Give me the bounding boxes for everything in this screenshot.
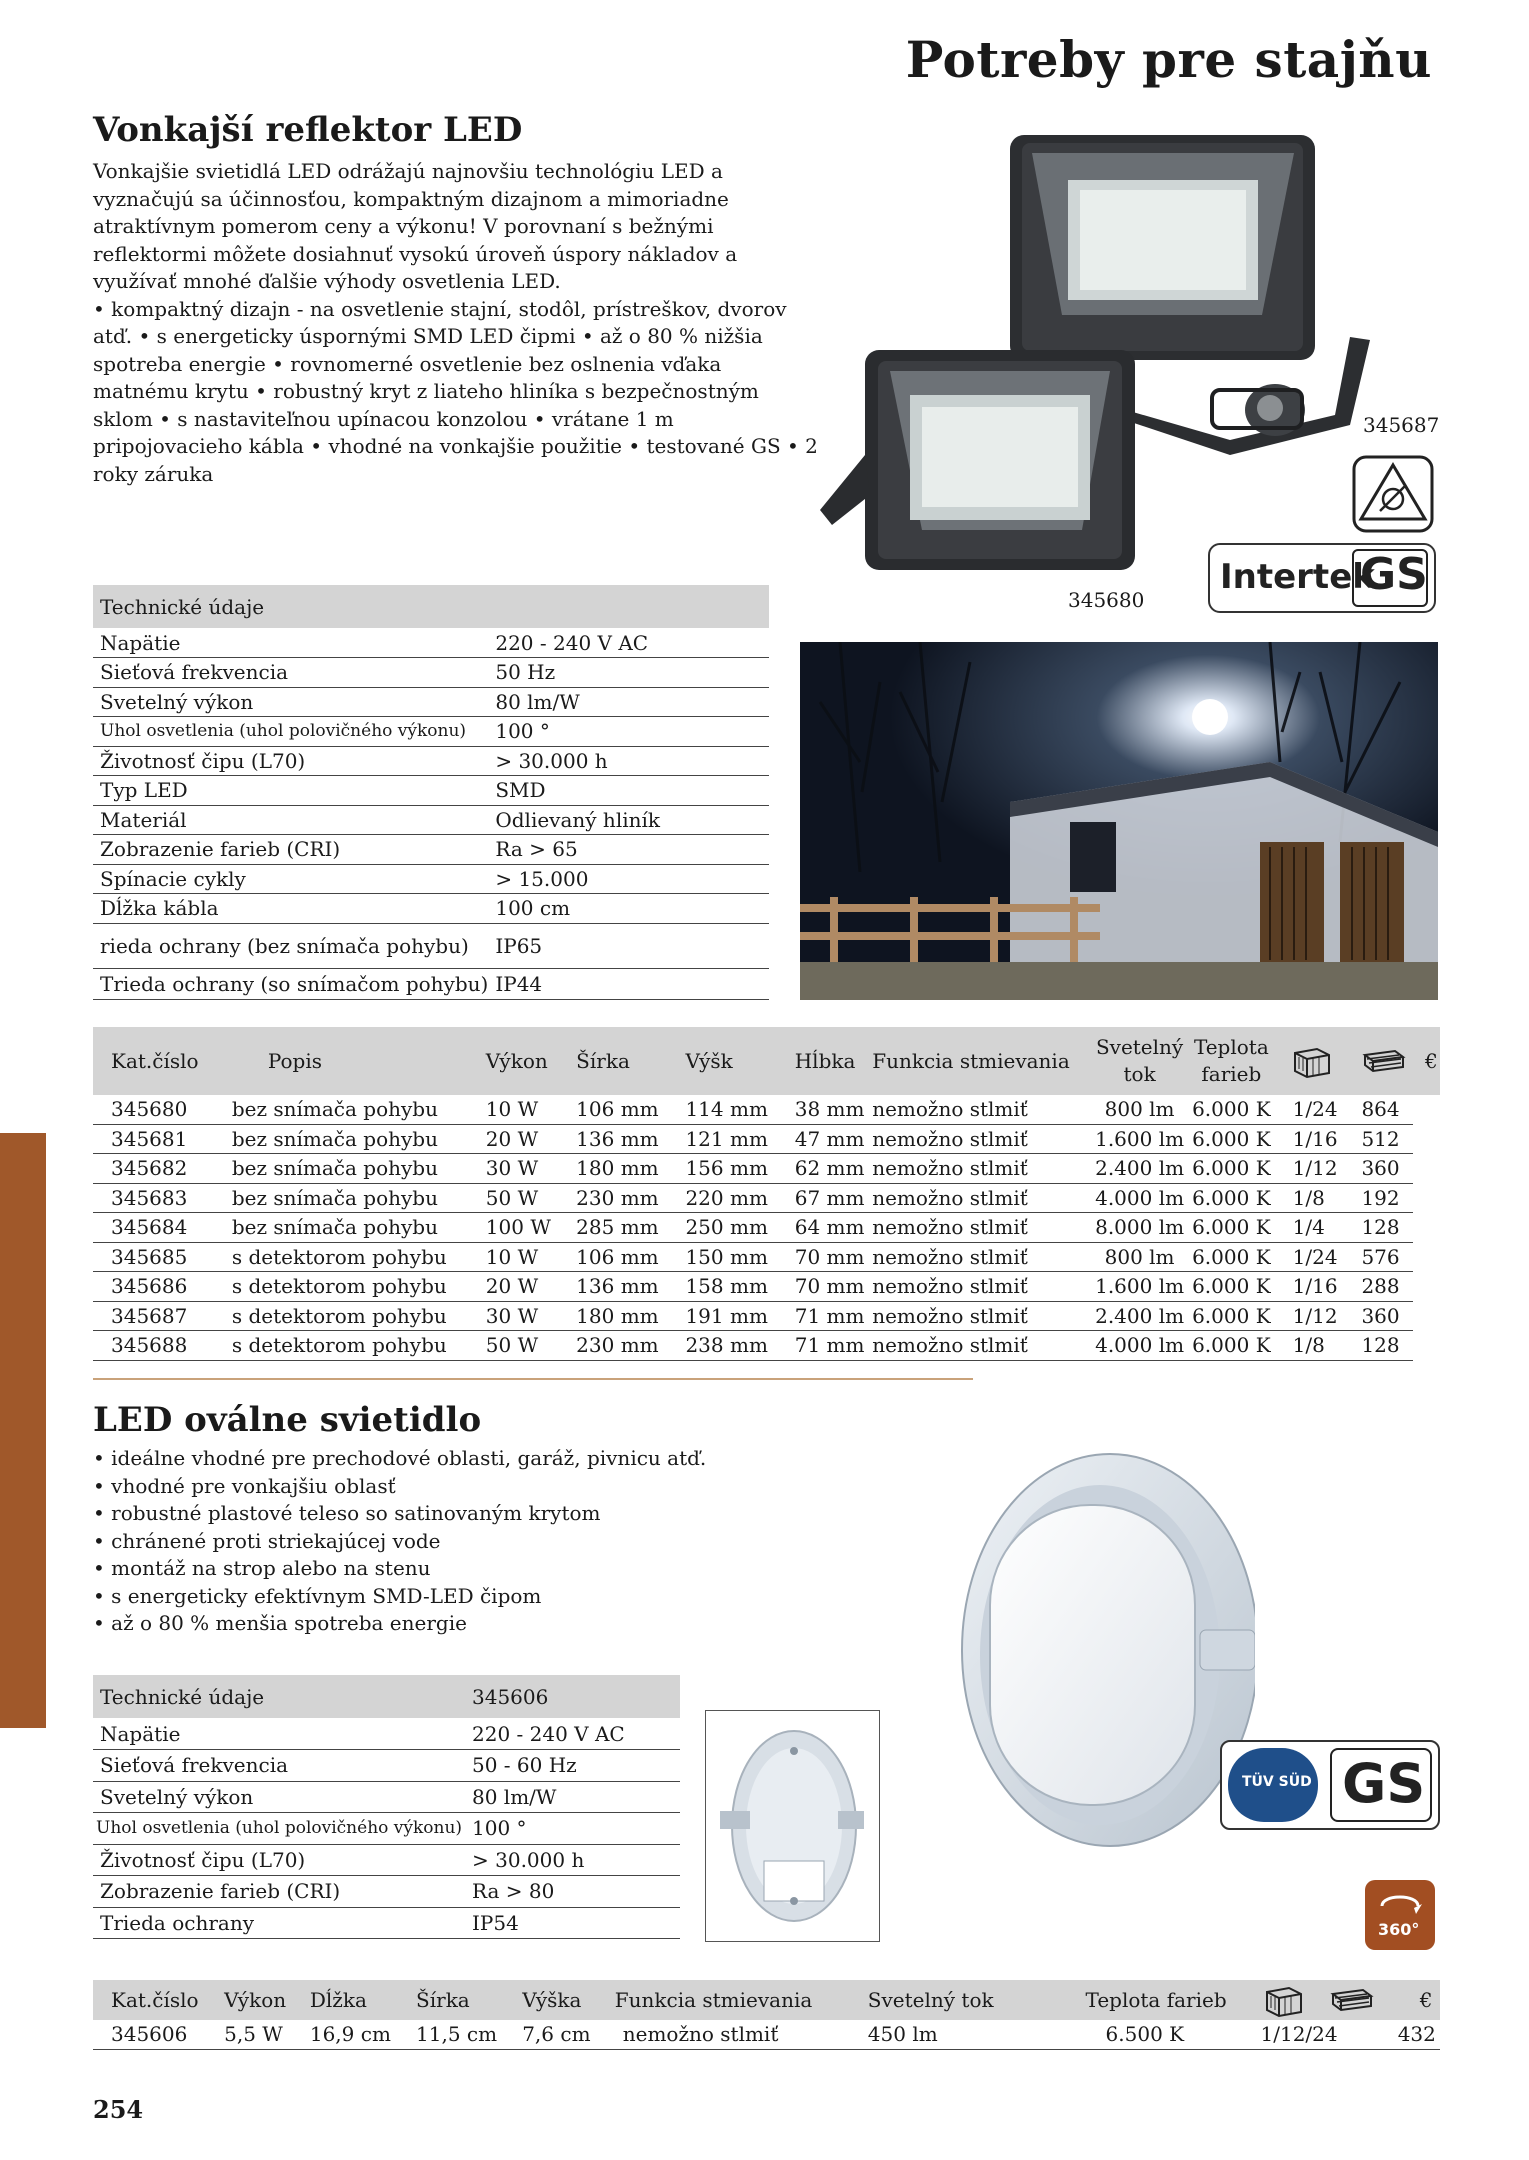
spec-label: Zobrazenie farieb (CRI) xyxy=(93,1876,465,1908)
cell-pack: 1/16 xyxy=(1271,1124,1344,1154)
table-row xyxy=(93,1154,1440,1184)
col-pallet-icon xyxy=(1343,1027,1413,1095)
cell-pack: 1/24 xyxy=(1271,1095,1344,1124)
cell-color-temp: 6.000 K xyxy=(1184,1242,1271,1272)
page-header: Potreby pre stajňu xyxy=(905,30,1432,89)
cell-luminous-flux: 4.000 lm xyxy=(1087,1183,1184,1213)
cell-price: 288 xyxy=(1343,1272,1413,1302)
cell-description: s detektorom pohybu xyxy=(208,1272,468,1302)
cell-luminous-flux: 4.000 lm xyxy=(1087,1331,1184,1361)
cell-description: bez snímača pohybu xyxy=(208,1213,468,1243)
spec-label: Uhol osvetlenia (uhol polovičného výkonu) xyxy=(93,1813,465,1845)
cell-pack: 1/16 xyxy=(1271,1272,1344,1302)
spec-label: Dĺžka kábla xyxy=(93,894,488,924)
cell-description: bez snímača pohybu xyxy=(208,1095,468,1124)
cell-price: 128 xyxy=(1343,1213,1413,1243)
spec-table-header-code: 345606 xyxy=(465,1675,680,1718)
cell-pack: 1/12 xyxy=(1271,1154,1344,1184)
spec-value: SMD xyxy=(488,776,769,806)
spec-value: IP65 xyxy=(488,923,769,968)
cell-cat-no: 345682 xyxy=(93,1154,208,1184)
cell-depth: 64 mm xyxy=(777,1213,872,1243)
spec-value: IP54 xyxy=(465,1907,680,1939)
table-row xyxy=(93,1124,1440,1154)
floodlight-small xyxy=(820,350,1135,570)
spec-table-header: Technické údaje xyxy=(93,1675,465,1718)
cell-depth: 71 mm xyxy=(777,1301,872,1331)
rotate-arrow-icon xyxy=(1378,1890,1422,1916)
reflector-features: • kompaktný dizajn - na osvetlenie stajní, stodôl, prístreškov, dvorov atď. • s energeticky úspornými SMD LED čipmi • až o 80 % nižšia spotreba energie • rovnomerné osvetlenie bez oslnenia vďaka matnému krytu • robustný kryt z liateho hliníka s bezpečnostným sklom • s nastaviteľnou upínacou konzolou • vrátane 1 m pripojovacieho kábla • vhodné na vonkajšie použitie • testované GS • 2 roky záruka xyxy=(93,296,818,486)
col-luminous-flux: Svetelný tok xyxy=(1087,1027,1184,1095)
spec-label: Trieda ochrany xyxy=(93,1907,465,1939)
cell-depth: 71 mm xyxy=(777,1331,872,1361)
spec-value: IP44 xyxy=(488,968,769,999)
table-row xyxy=(93,1183,1440,1213)
cell-cat-no: 345687 xyxy=(93,1301,208,1331)
oval-light-product-table xyxy=(93,1980,1440,2050)
feature-item: • robustné plastové teleso so satinovaným krytom xyxy=(93,1500,733,1528)
table-row xyxy=(93,1242,1440,1272)
spec-value: Ra > 65 xyxy=(488,835,769,865)
cell-height: 158 mm xyxy=(667,1272,776,1302)
tuv-gs-logo xyxy=(1220,1740,1440,1830)
cell-height: 121 mm xyxy=(667,1124,776,1154)
cell-cat-no: 345680 xyxy=(93,1095,208,1124)
spec-label: Typ LED xyxy=(93,776,488,806)
spec-label: Uhol osvetlenia (uhol polovičného výkonu) xyxy=(93,717,488,747)
spec-label: Svetelný výkon xyxy=(93,687,488,717)
cell-price: 360 xyxy=(1343,1154,1413,1184)
cell-price: 576 xyxy=(1343,1242,1413,1272)
col-power: Výkon xyxy=(468,1027,558,1095)
cell-height: 114 mm xyxy=(667,1095,776,1124)
cell-price: 864 xyxy=(1343,1095,1413,1124)
cell-luminous-flux: 2.400 lm xyxy=(1087,1301,1184,1331)
cell-description: bez snímača pohybu xyxy=(208,1154,468,1184)
spec-table-header: Technické údaje xyxy=(93,585,769,628)
table-row xyxy=(93,1272,1440,1302)
cell-height: 238 mm xyxy=(667,1331,776,1361)
gs-label: GS xyxy=(1360,549,1428,600)
col-box-icon xyxy=(1271,1027,1344,1095)
table-row xyxy=(93,1331,1440,1361)
cell-depth: 62 mm xyxy=(777,1154,872,1184)
spec-label: Materiál xyxy=(93,805,488,835)
cell-pack: 1/8 xyxy=(1271,1331,1344,1361)
cell-dimming: nemožno stlmiť xyxy=(872,1242,1087,1272)
spec-value: 100 cm xyxy=(488,894,769,924)
cell-depth: 38 mm xyxy=(777,1095,872,1124)
table-row xyxy=(93,1301,1440,1331)
image-code-345680: 345680 xyxy=(1068,588,1145,612)
cell-color-temp: 6.000 K xyxy=(1184,1213,1271,1243)
spec-label: Spínacie cykly xyxy=(93,864,488,894)
table-row xyxy=(93,1095,1440,1124)
reflector-intro: Vonkajšie svietidlá LED odrážajú najnovšiu technológiu LED a vyznačujú sa účinnosťou, kompaktným dizajnom a mimoriadne atraktívnym pomerom ceny a výkonu! V porovnaní s bežnými reflektormi môžete dosiahnuť vysokú úroveň úspory nákladov a využívať mnohé ďalšie výhody osvetlenia LED. xyxy=(93,159,738,293)
cell-pack: 1/24 xyxy=(1271,1242,1344,1272)
cell-description: bez snímača pohybu xyxy=(208,1124,468,1154)
cell-length: 16,9 cm xyxy=(292,2020,398,2049)
feature-item: • s energeticky efektívnym SMD-LED čipom xyxy=(93,1583,733,1611)
feature-item: • vhodné pre vonkajšiu oblasť xyxy=(93,1473,733,1501)
spec-label: Trieda ochrany (so snímačom pohybu) xyxy=(93,968,488,999)
col-width: Šírka xyxy=(558,1027,667,1095)
section-title-oval-light: LED oválne svietidlo xyxy=(93,1400,482,1440)
cell-width: 106 mm xyxy=(558,1242,667,1272)
cell-dimming: nemožno stlmiť xyxy=(872,1095,1087,1124)
cell-depth: 67 mm xyxy=(777,1183,872,1213)
cell-width: 180 mm xyxy=(558,1154,667,1184)
cell-dimming: nemožno stlmiť xyxy=(872,1331,1087,1361)
reflector-product-table xyxy=(93,1027,1440,1361)
cell-width: 230 mm xyxy=(558,1183,667,1213)
cell-power: 10 W xyxy=(468,1242,558,1272)
cell-cat-no: 345681 xyxy=(93,1124,208,1154)
cell-cat-no: 345606 xyxy=(93,2020,206,2049)
safety-class-icon xyxy=(1352,455,1434,533)
reflector-description xyxy=(93,158,823,488)
cell-dimming: nemožno stlmiť xyxy=(872,1272,1087,1302)
cell-width: 285 mm xyxy=(558,1213,667,1243)
cell-power: 20 W xyxy=(468,1272,558,1302)
reflector-spec-table xyxy=(93,585,769,1000)
col-depth: Hĺbka xyxy=(777,1027,872,1095)
cell-power: 10 W xyxy=(468,1095,558,1124)
feature-item: • montáž na strop alebo na stenu xyxy=(93,1555,733,1583)
cell-pack: 1/4 xyxy=(1271,1213,1344,1243)
cell-width: 230 mm xyxy=(558,1331,667,1361)
spec-value: 220 - 240 V AC xyxy=(488,628,769,658)
cell-description: s detektorom pohybu xyxy=(208,1301,468,1331)
cell-color-temp: 6.000 K xyxy=(1184,1154,1271,1184)
col-luminous-flux: Svetelný tok xyxy=(828,1980,1006,2020)
cell-price: 432 xyxy=(1380,2020,1440,2049)
cell-description: s detektorom pohybu xyxy=(208,1331,468,1361)
spec-label: Napätie xyxy=(93,628,488,658)
tuv-mark xyxy=(1228,1748,1318,1822)
side-color-tab xyxy=(0,1133,46,1728)
cell-luminous-flux: 1.600 lm xyxy=(1087,1272,1184,1302)
col-height: Výšk xyxy=(667,1027,776,1095)
pallet-icon xyxy=(1329,1982,1375,2018)
cell-power: 30 W xyxy=(468,1154,558,1184)
spec-label: Životnosť čipu (L70) xyxy=(93,1844,465,1876)
cell-pack: 1/12/24 xyxy=(1243,2020,1380,2049)
col-box-icon xyxy=(1243,1980,1312,2020)
spec-value: 80 lm/W xyxy=(465,1781,680,1813)
col-price: € xyxy=(1413,1027,1440,1095)
spec-value: 100 ° xyxy=(488,717,769,747)
cell-luminous-flux: 2.400 lm xyxy=(1087,1154,1184,1184)
col-dimming: Funkcia stmievania xyxy=(597,1980,828,2020)
cell-depth: 70 mm xyxy=(777,1242,872,1272)
tuv-label: TÜV SÜD xyxy=(1242,1774,1312,1790)
col-cat-no: Kat.číslo xyxy=(93,1027,208,1095)
spec-value: 80 lm/W xyxy=(488,687,769,717)
cell-dimming: nemožno stlmiť xyxy=(597,2020,828,2049)
cell-price: 128 xyxy=(1343,1331,1413,1361)
cell-height: 191 mm xyxy=(667,1301,776,1331)
section-divider xyxy=(93,1378,973,1380)
oval-light-spec-table xyxy=(93,1675,680,1939)
gs-label-2: GS xyxy=(1342,1752,1426,1815)
rotation-360-badge xyxy=(1365,1880,1435,1950)
feature-item: • ideálne vhodné pre prechodové oblasti, garáž, pivnicu atď. xyxy=(93,1445,733,1473)
col-cat-no: Kat.číslo xyxy=(93,1980,206,2020)
cell-depth: 70 mm xyxy=(777,1272,872,1302)
image-code-345687: 345687 xyxy=(1363,413,1440,437)
oval-light-features xyxy=(93,1445,733,1638)
feature-item: • až o 80 % menšia spotreba energie xyxy=(93,1610,733,1638)
cell-depth: 47 mm xyxy=(777,1124,872,1154)
intertek-label: Intertek xyxy=(1220,557,1375,597)
spec-label: rieda ochrany (bez snímača pohybu) xyxy=(93,923,488,968)
cell-color-temp: 6.500 K xyxy=(1006,2020,1243,2049)
cell-dimming: nemožno stlmiť xyxy=(872,1301,1087,1331)
spec-value: 50 - 60 Hz xyxy=(465,1750,680,1782)
spec-value: Ra > 80 xyxy=(465,1876,680,1908)
cell-cat-no: 345683 xyxy=(93,1183,208,1213)
col-color-temp: Teplota farieb xyxy=(1184,1027,1271,1095)
cell-cat-no: 345685 xyxy=(93,1242,208,1272)
cell-price: 192 xyxy=(1343,1183,1413,1213)
col-dimming: Funkcia stmievania xyxy=(872,1027,1087,1095)
floodlight-product-image xyxy=(810,125,1430,615)
cell-luminous-flux: 1.600 lm xyxy=(1087,1124,1184,1154)
box-icon xyxy=(1261,1982,1307,2018)
page-number: 254 xyxy=(93,2095,144,2124)
stable-night-photo xyxy=(800,642,1438,1000)
cell-price: 360 xyxy=(1343,1301,1413,1331)
feature-item: • chránené proti striekajúcej vode xyxy=(93,1528,733,1556)
col-pallet-icon xyxy=(1311,1980,1380,2020)
cell-description: bez snímača pohybu xyxy=(208,1183,468,1213)
cell-power: 50 W xyxy=(468,1183,558,1213)
cell-luminous-flux: 800 lm xyxy=(1087,1095,1184,1124)
gs-mark xyxy=(1352,549,1428,607)
spec-value: Odlievaný hliník xyxy=(488,805,769,835)
cell-width: 11,5 cm xyxy=(398,2020,504,2049)
cell-color-temp: 6.000 K xyxy=(1184,1331,1271,1361)
table-row xyxy=(93,1213,1440,1243)
spec-value: 50 Hz xyxy=(488,658,769,688)
cell-power: 50 W xyxy=(468,1331,558,1361)
cell-color-temp: 6.000 K xyxy=(1184,1183,1271,1213)
cell-luminous-flux: 800 lm xyxy=(1087,1242,1184,1272)
oval-lamp-image xyxy=(935,1450,1255,1850)
spec-label: Svetelný výkon xyxy=(93,1781,465,1813)
cell-power: 100 W xyxy=(468,1213,558,1243)
col-color-temp: Teplota farieb xyxy=(1006,1980,1243,2020)
cell-color-temp: 6.000 K xyxy=(1184,1272,1271,1302)
cell-height: 220 mm xyxy=(667,1183,776,1213)
gs-mark-2 xyxy=(1330,1748,1432,1822)
col-length: Dĺžka xyxy=(292,1980,398,2020)
spec-value: 100 ° xyxy=(465,1813,680,1845)
col-description: Popis xyxy=(208,1027,468,1095)
cell-dimming: nemožno stlmiť xyxy=(872,1124,1087,1154)
cell-color-temp: 6.000 K xyxy=(1184,1301,1271,1331)
cell-height: 156 mm xyxy=(667,1154,776,1184)
oval-lamp-back-illustration xyxy=(706,1711,878,1940)
spec-label: Sieťová frekvencia xyxy=(93,1750,465,1782)
spec-value: > 30.000 h xyxy=(465,1844,680,1876)
cell-dimming: nemožno stlmiť xyxy=(872,1183,1087,1213)
col-height: Výška xyxy=(504,1980,597,2020)
cell-dimming: nemožno stlmiť xyxy=(872,1154,1087,1184)
cell-pack: 1/12 xyxy=(1271,1301,1344,1331)
table-row xyxy=(93,2020,1440,2049)
cell-width: 106 mm xyxy=(558,1095,667,1124)
cell-cat-no: 345688 xyxy=(93,1331,208,1361)
intertek-gs-logo xyxy=(1208,543,1436,613)
spec-value: > 15.000 xyxy=(488,864,769,894)
cell-color-temp: 6.000 K xyxy=(1184,1095,1271,1124)
cell-width: 180 mm xyxy=(558,1301,667,1331)
cell-height: 150 mm xyxy=(667,1242,776,1272)
cell-luminous-flux: 8.000 lm xyxy=(1087,1213,1184,1243)
cell-power: 30 W xyxy=(468,1301,558,1331)
cell-power: 5,5 W xyxy=(206,2020,292,2049)
cell-cat-no: 345686 xyxy=(93,1272,208,1302)
spec-label: Zobrazenie farieb (CRI) xyxy=(93,835,488,865)
spec-label: Životnosť čipu (L70) xyxy=(93,746,488,776)
pallet-icon xyxy=(1361,1043,1407,1079)
cell-power: 20 W xyxy=(468,1124,558,1154)
cell-color-temp: 6.000 K xyxy=(1184,1124,1271,1154)
cell-pack: 1/8 xyxy=(1271,1183,1344,1213)
cell-description: s detektorom pohybu xyxy=(208,1242,468,1272)
cell-cat-no: 345684 xyxy=(93,1213,208,1243)
box-icon xyxy=(1289,1043,1335,1079)
cell-luminous-flux: 450 lm xyxy=(828,2020,1006,2049)
col-price: € xyxy=(1380,1980,1440,2020)
col-width: Šírka xyxy=(398,1980,504,2020)
spec-value: 220 - 240 V AC xyxy=(465,1718,680,1750)
col-power: Výkon xyxy=(206,1980,292,2020)
section-title-reflector: Vonkajší reflektor LED xyxy=(93,110,523,150)
cell-width: 136 mm xyxy=(558,1272,667,1302)
oval-lamp-back-image xyxy=(705,1710,880,1942)
cell-price: 512 xyxy=(1343,1124,1413,1154)
cell-height: 250 mm xyxy=(667,1213,776,1243)
cell-width: 136 mm xyxy=(558,1124,667,1154)
cell-height: 7,6 cm xyxy=(504,2020,597,2049)
badge-360-label: 360° xyxy=(1378,1920,1420,1939)
spec-label: Sieťová frekvencia xyxy=(93,658,488,688)
spec-value: > 30.000 h xyxy=(488,746,769,776)
spec-label: Napätie xyxy=(93,1718,465,1750)
cell-dimming: nemožno stlmiť xyxy=(872,1213,1087,1243)
